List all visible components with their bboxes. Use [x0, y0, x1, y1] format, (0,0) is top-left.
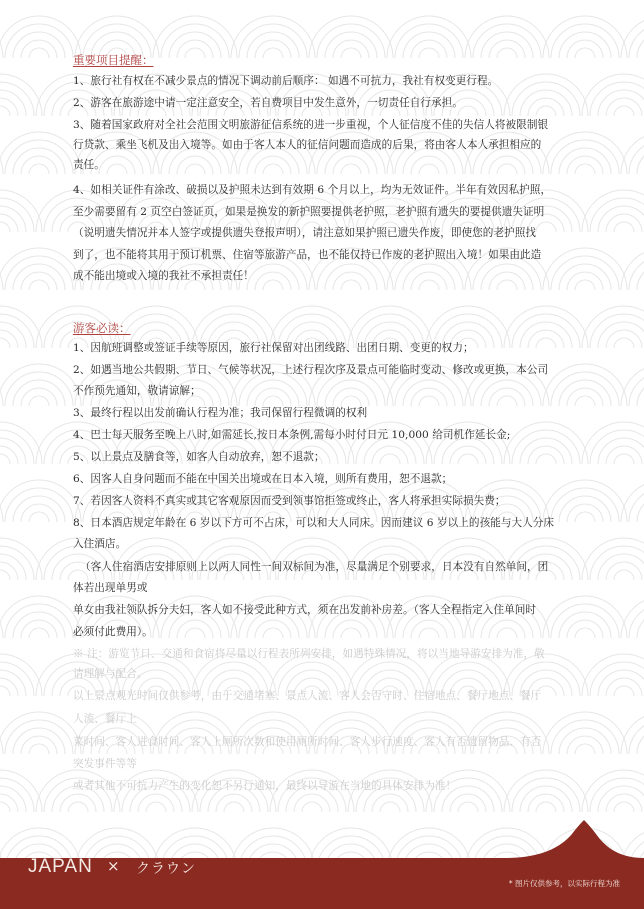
section-important-line: 责任。: [73, 159, 105, 171]
section-must-read-line: 1、因航班调整或签证手续等原因，旅行社保留对出团线路、出团日期、变更的权力；: [73, 342, 474, 354]
section-important-line: 1、旅行社有权在不减少景点的情况下调动前后顺序： 如遇不可抗力，我社有权变更行程。: [73, 75, 499, 87]
faded-note-line: 以上景点观光时间仅供参考，由于交通堵塞、景点人流、客人会否守时、住宿地点、餐厅地点、餐厅: [73, 690, 542, 702]
section-important-line: 行贷款、乘坐飞机及出入境等。如由于客人本人的征信问题而造成的后果，将由客人本人承担相应的: [73, 139, 542, 151]
section-important-line: 到了，也不能将其用于预订机票、住宿等旅游产品，也不能仅持已作废的老护照出入境！如果由此造: [73, 249, 542, 261]
faded-note-line: 突发事件等等: [73, 758, 137, 770]
section-must-read-title: 游客必读：: [73, 321, 131, 335]
section-must-read-line: 2、如遇当地公共假期、节日、气候等状况，上述行程次序及景点可能临时变动、修改或更换，本公司: [73, 364, 549, 376]
footer-wave-shape: [0, 820, 644, 909]
section-must-read-line: 5、以上景点及膳食等，如客人自动放弃，恕不退款；: [73, 451, 325, 463]
section-important-line: 2、游客在旅游途中请一定注意安全，若自费项目中发生意外，一切责任自行承担。: [73, 97, 463, 109]
section-must-read-line: 单女由我社领队拆分夫妇，客人如不接受此种方式，须在出发前补房差。（客人全程指定入住单间时: [73, 604, 537, 616]
section-must-read-line: （客人住宿酒店安排原则上以两人同性一间双标间为准，尽量满足个别要求，日本没有自然单间，团: [80, 561, 549, 573]
footer-disclaimer: * 图片仅供参考，以实际行程为准: [508, 879, 620, 888]
faded-note-line: ※ 注：游览节日、交通和食宿将尽量以行程表所列安排，如遇特殊情况，将以当地导游安排为准，敬: [73, 648, 545, 660]
brand-separator: ×: [107, 857, 120, 875]
section-must-read-line: 4、巴士每天服务至晚上八时,如需延长,按日本条例,需每小时付日元 10,000 给司机作延长金;: [73, 429, 511, 441]
section-important-line: （说明遗失情况并本人签字或提供遗失登报声明），请注意如果护照已遗失作废，即使您的老护照找: [73, 227, 537, 239]
section-important-title: 重要项目提醒：: [73, 53, 154, 67]
faded-note-line: 菜时间、客人进食时间、客人上厕所次数和使用厕所时间、客人步行速度、客人有否遗留物品、有否: [73, 736, 542, 748]
faded-note-line: 人流、餐厅上: [73, 713, 137, 725]
brand-kana-text: クラウン: [136, 861, 196, 877]
section-important-line: 成不能出境或入境的我社不承担责任！: [73, 270, 254, 282]
faded-note-line: 请理解与配合。: [73, 668, 148, 680]
footer-band: [0, 820, 644, 909]
brand-logo-text: JAPAN: [28, 856, 93, 877]
section-must-read-line: 必须付此费用）。: [73, 626, 153, 638]
section-must-read-line: 3、最终行程以出发前确认行程为准；我司保留行程微调的权利: [73, 407, 368, 419]
section-must-read-line: 入住酒店。: [73, 538, 127, 550]
section-important-line: 4、如相关证件有涂改、破损以及护照未达到有效期 6 个月以上，均为无效证件。半年有效因私护照，: [73, 184, 552, 196]
section-must-read-line: 不作预先通知，敬请谅解；: [73, 385, 201, 397]
section-must-read-line: 体若出现单男或: [73, 582, 148, 594]
section-important-line: 3、随着国家政府对全社会范围文明旅游征信系统的进一步重视，个人征信度不佳的失信人将被限制银: [73, 119, 549, 131]
section-must-read-line: 7、若因客人资料不真实或其它客观原因而受到领事馆拒签或终止，客人将承担实际损失费；: [73, 495, 506, 507]
section-must-read-line: 6、因客人自身问题而不能在中国关出境或在日本入境，则所有费用，恕不退款；: [73, 473, 453, 485]
faded-note-line: 或者其他不可抗力产生的变化恕不另行通知，最终以导游在当地的具体安排为准！: [73, 780, 457, 792]
section-important-line: 至少需要留有 2 页空白签证页，如果是换发的新护照要提供老护照，老护照有遗失的要提供遗失证明: [73, 206, 545, 218]
section-must-read-line: 8、日本酒店规定年龄在 6 岁以下方可不占床，可以和大人同床。因而建议 6 岁以上的孩能与大人分床: [73, 517, 555, 529]
